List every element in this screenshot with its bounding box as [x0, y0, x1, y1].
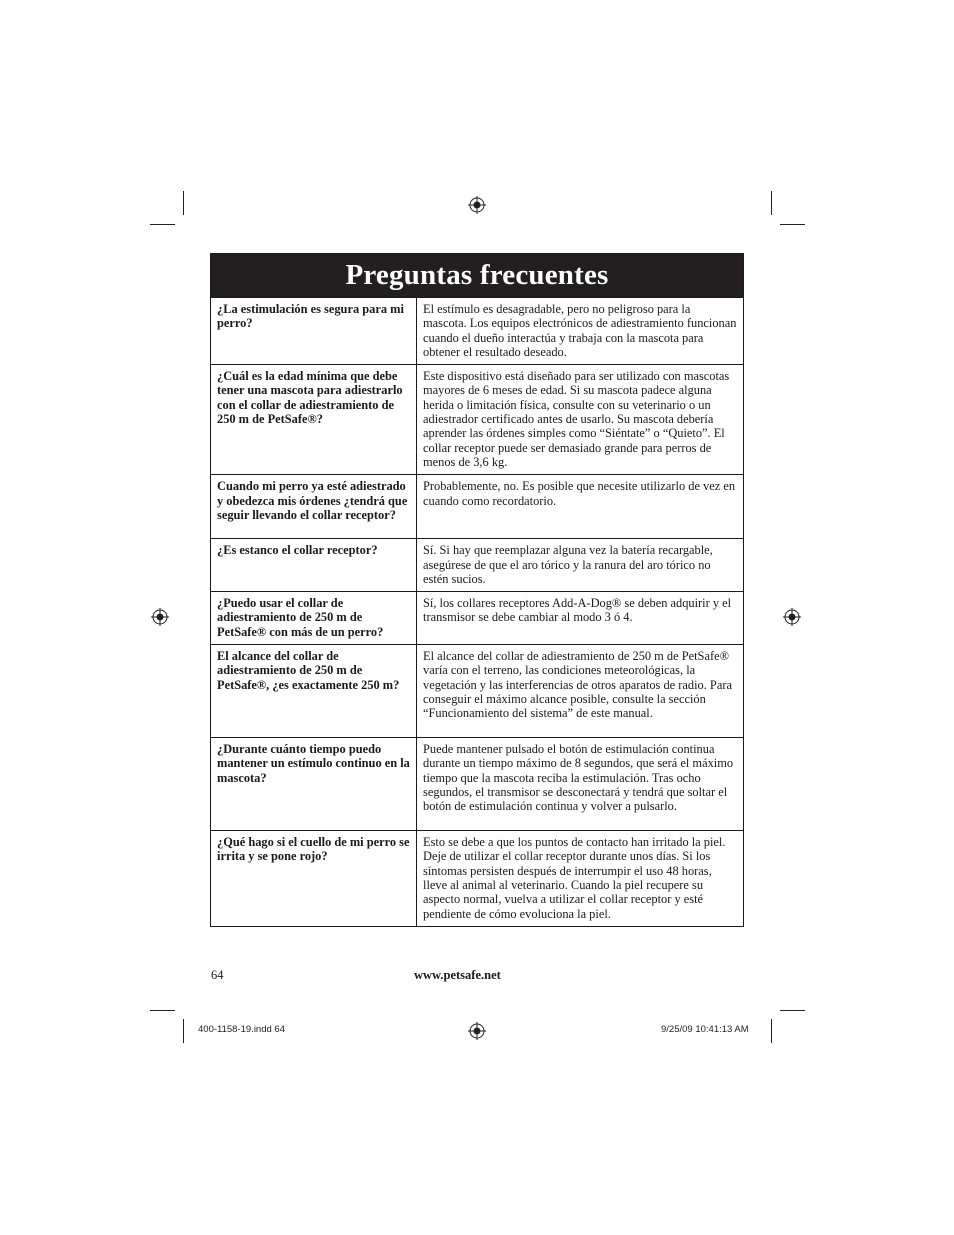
registration-mark-top-icon — [468, 196, 486, 214]
crop-mark-top-right-h — [780, 224, 805, 225]
slug-file-name: 400-1158-19.indd 64 — [198, 1024, 285, 1035]
crop-mark-bottom-right-v — [771, 1019, 772, 1043]
faq-answer: Este dispositivo está diseñado para ser utilizado con mascotas mayores de 6 meses de edad. Si su mascota padece alguna herida o limitación física, consulte con su veterinario o un adiestrador certificado antes de usarlo. Su mascota debería aprender las órdenes simples como “Siéntate” o “Quieto”. El collar receptor puede ser demasiado grande para perros de menos de 3,6 kg. — [417, 365, 744, 475]
slug-timestamp: 9/25/09 10:41:13 AM — [661, 1024, 749, 1035]
crop-mark-top-left-h — [150, 224, 175, 225]
faq-question: Cuando mi perro ya esté adiestrado y obedezca mis órdenes ¿tendrá que seguir llevando el collar receptor? — [211, 475, 417, 539]
faq-question: El alcance del collar de adiestramiento de 250 m de PetSafe®, ¿es exactamente 250 m? — [211, 645, 417, 738]
crop-mark-bottom-right-h — [780, 1010, 805, 1011]
page-number: 64 — [211, 968, 224, 982]
crop-mark-top-left-v — [183, 191, 184, 215]
table-row — [211, 298, 743, 365]
table-row — [211, 539, 743, 592]
faq-answer: Esto se debe a que los puntos de contacto han irritado la piel. Deje de utilizar el collar receptor durante unos días. Si los síntomas persisten después de interrumpir el uso 48 horas, lleve al animal al veterinario. Cuando la piel recupere su aspecto normal, vuelva a utilizar el collar receptor y esté pendiente de cómo evoluciona la piel. — [417, 831, 744, 926]
faq-answer: Sí. Si hay que reemplazar alguna vez la batería recargable, asegúrese de que el aro tórico y la ranura del aro tórico no estén sucios. — [417, 539, 744, 592]
page-title: Preguntas frecuentes — [211, 254, 743, 297]
faq-question: ¿Qué hago si el cuello de mi perro se irrita y se pone rojo? — [211, 831, 417, 926]
faq-answer: El alcance del collar de adiestramiento de 250 m de PetSafe® varía con el terreno, las condiciones meteorológicas, la vegetación y las interferencias de otros aparatos de radio. Para conseguir el máximo alcance posible, consulte la sección “Funcionamiento del sistema” de este manual. — [417, 645, 744, 738]
faq-answer: Probablemente, no. Es posible que necesite utilizarlo de vez en cuando como recordatorio. — [417, 475, 744, 539]
table-row — [211, 365, 743, 475]
faq-answer: El estímulo es desagradable, pero no peligroso para la mascota. Los equipos electrónicos de adiestramiento funcionan cuando el dueño interactúa y trabaja con la mascota para obtener el resultado deseado. — [417, 298, 744, 365]
registration-mark-bottom-icon — [468, 1022, 486, 1040]
website-link[interactable]: www.petsafe.net — [414, 968, 501, 982]
crop-mark-top-right-v — [771, 191, 772, 215]
registration-mark-left-icon — [151, 608, 169, 626]
faq-question: ¿Durante cuánto tiempo puedo mantener un estímulo continuo en la mascota? — [211, 738, 417, 831]
faq-question: ¿Es estanco el collar receptor? — [211, 539, 417, 592]
faq-answer: Puede mantener pulsado el botón de estimulación continua durante un tiempo máximo de 8 segundos, que será el máximo tiempo que la mascota reciba la estimulación. Tras ocho segundos, el transmisor se desconectará y tendrá que soltar el botón de estimulación continua y volver a pulsarlo. — [417, 738, 744, 831]
table-row — [211, 738, 743, 831]
table-row — [211, 592, 743, 645]
faq-table — [210, 253, 744, 927]
faq-question: ¿Puedo usar el collar de adiestramiento de 250 m de PetSafe® con más de un perro? — [211, 592, 417, 645]
faq-grid — [211, 297, 743, 926]
table-row — [211, 831, 743, 926]
table-row — [211, 475, 743, 539]
table-row — [211, 645, 743, 738]
registration-mark-right-icon — [783, 608, 801, 626]
crop-mark-bottom-left-v — [183, 1019, 184, 1043]
crop-mark-bottom-left-h — [150, 1010, 175, 1011]
faq-question: ¿Cuál es la edad mínima que debe tener una mascota para adiestrarlo con el collar de adiestramiento de 250 m de PetSafe®? — [211, 365, 417, 475]
faq-answer: Sí, los collares receptores Add-A-Dog® se deben adquirir y el transmisor se debe cambiar al modo 3 ó 4. — [417, 592, 744, 645]
faq-question: ¿La estimulación es segura para mi perro? — [211, 298, 417, 365]
